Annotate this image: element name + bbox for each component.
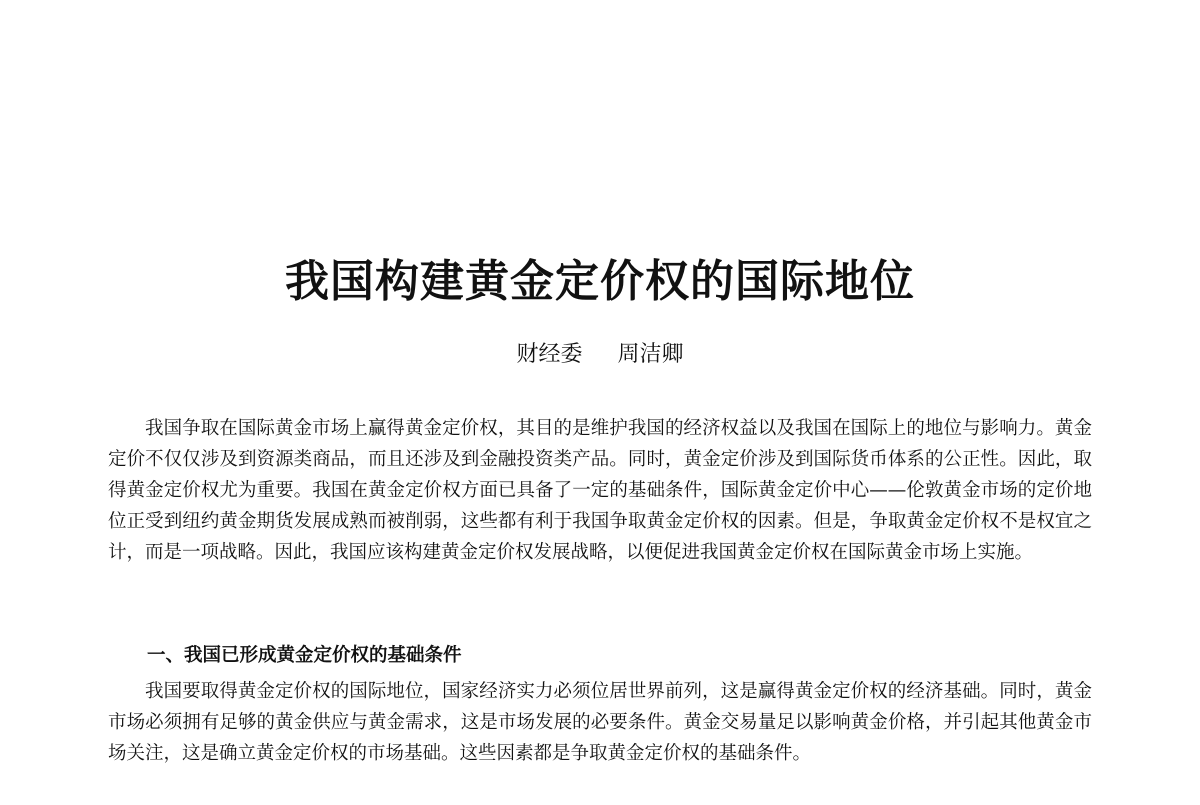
section-heading: 一、我国已形成黄金定价权的基础条件 xyxy=(147,645,462,666)
author-organization: 财经委 xyxy=(516,342,583,367)
intro-paragraph: 我国争取在国际黄金市场上赢得黄金定价权，其目的是维护我国的经济权益以及我国在国际上的地位与影响力。黄金定价不仅仅涉及到资源类商品，而且还涉及到金融投资类产品。同时，黄金定价涉及到国际货币体系的公正性。因此，取得黄金定价权尤为重要。我国在黄金定价权方面已具备了一定的基础条件，国际黄金定价中心——伦敦黄金市场的定价地位正受到纽约黄金期货发展成熟而被削弱，这些都有利于我国争取黄金定价权的因素。但是，争取黄金定价权不是权宜之计，而是一项战略。因此，我国应该构建黄金定价权发展战略，以便促进我国黄金定价权在国际黄金市场上实施。 xyxy=(108,418,1092,563)
article-byline xyxy=(0,340,1200,370)
author-name: 周洁卿 xyxy=(617,342,684,367)
article-title: 我国构建黄金定价权的国际地位 xyxy=(285,256,915,307)
section-paragraph: 我国要取得黄金定价权的国际地位，国家经济实力必须位居世界前列，这是赢得黄金定价权的经济基础。同时，黄金市场必须拥有足够的黄金供应与黄金需求，这是市场发展的必要条件。黄金交易量足以影响黄金价格，并引起其他黄金市场关注，这是确立黄金定价权的市场基础。这些因素都是争取黄金定价权的基础条件。 xyxy=(108,681,1092,764)
